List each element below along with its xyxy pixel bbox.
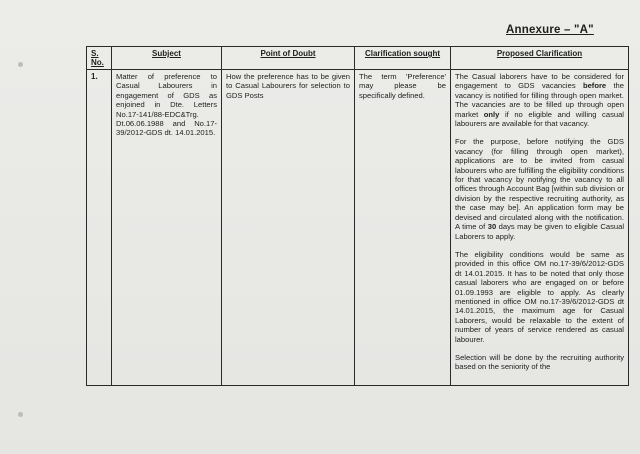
table-header-row [87, 47, 629, 70]
clarification-table [86, 46, 629, 386]
header-point-of-doubt: Point of Doubt [222, 47, 355, 70]
table-row [87, 70, 629, 386]
header-clarification-sought: Clarification sought [355, 47, 451, 70]
text-run: if no eligible and willing casual labourers are available for that vacancy. [455, 109, 624, 129]
header-subject: Subject [112, 47, 222, 70]
text-run: the vacancy is notified for filling through open market. The vacancies are to be filled up through open market [455, 81, 625, 119]
punch-hole-mark [18, 412, 23, 417]
bold-text-run: before [582, 81, 607, 91]
text-run: For the purpose, before notifying the GDS vacancy (for filling through open market), applications are to be invited from casual labourers who are fulfilling the eligibility conditions for that vacancy by notifying the vacancy to all offices through Account Bag [within sub division or division by the respective recruiting authority, as the case may be]. An application form may be devised and circulated along with the notification. A time of [455, 137, 624, 232]
proposed-paragraph-1 [455, 72, 624, 128]
cell-clarification-sought: The term 'Preference' may please be specifically defined. [355, 70, 451, 386]
cell-sno: 1. [87, 70, 112, 386]
cell-proposed-clarification [451, 70, 629, 386]
proposed-paragraph-2 [455, 137, 624, 240]
cell-subject: Matter of preference to Casual Labourers in engagement of GDS as enjoined in Dte. Letters No.17-141/88-EDC&Trg. Dt.06.06.1988 and No.17-39/2012-GDS dt. 14.01.2015. [112, 70, 222, 386]
punch-hole-mark [18, 62, 23, 67]
bold-text-run: 30 [487, 222, 497, 232]
header-proposed-clarification: Proposed Clarification [451, 47, 629, 70]
proposed-paragraph-3: The eligibility conditions would be same as provided in this office OM no.17-39/6/2012-GDS dt 14.01.2015. It has to be noted that only those casual laborers who are engaged on or before 01.09.1993 are eligible to apply. As clearly mentioned in office OM no.17-39/6/2012-GDS dt 14.01.2015, the maximum age for Casual Laborers, would be relaxable to the extent of number of years of service rendered as casual labourer. [455, 249, 624, 344]
header-sno: S. No. [87, 47, 112, 70]
bold-text-run: only [483, 109, 500, 119]
proposed-paragraph-4: Selection will be done by the recruiting authority based on the seniority of the [455, 352, 624, 372]
text-run: The Casual laborers have to be considered for engagement to GDS vacancies [455, 72, 624, 91]
text-run: days may be given to eligible Casual Laborers to apply. [455, 222, 625, 241]
annexure-title: Annexure – "A" [506, 24, 594, 36]
cell-point-of-doubt: How the preference has to be given to Casual Labourers for selection to GDS Posts [222, 70, 355, 386]
